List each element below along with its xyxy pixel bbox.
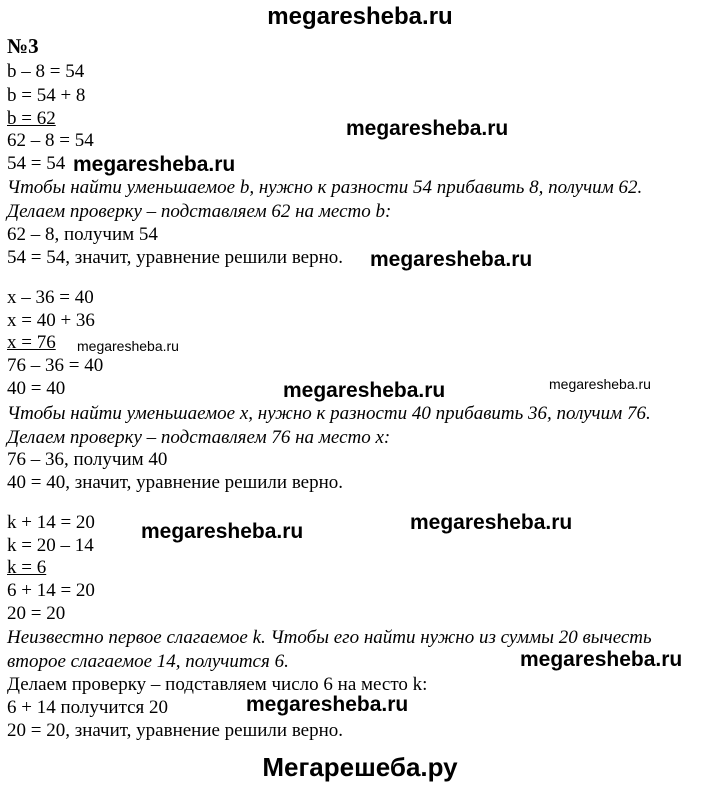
problem-title: №3 — [7, 34, 39, 58]
verification-line: 62 – 8, получим 54 — [7, 224, 158, 245]
equation-line: b = 54 + 8 — [7, 85, 86, 106]
verification-line: Делаем проверку – подставляем число 6 на место k: — [7, 674, 428, 695]
check-line: 20 = 20 — [7, 603, 66, 624]
equation-line: x – 36 = 40 — [7, 287, 94, 308]
explanation-line: Неизвестно первое слагаемое k. Чтобы его найти нужно из суммы 20 вычесть — [7, 627, 652, 648]
equation-line: k = 20 – 14 — [7, 535, 94, 556]
check-line: 6 + 14 = 20 — [7, 580, 95, 601]
site-header: megaresheba.ru — [267, 3, 453, 30]
equation-line: x = 40 + 36 — [7, 310, 95, 331]
watermark-logo: megaresheba.ru — [520, 648, 683, 671]
site-footer: Мегарешеба.ру — [262, 752, 458, 782]
check-line: 54 = 54 — [7, 153, 66, 174]
explanation-line: Делаем проверку – подставляем 62 на место b: — [7, 201, 392, 222]
check-line: 76 – 36 = 40 — [7, 355, 104, 376]
watermark-logo: megaresheba.ru — [283, 379, 446, 402]
watermark-logo: megaresheba.ru — [73, 153, 236, 176]
watermark-logo: megaresheba.ru — [370, 248, 533, 271]
explanation-line: Чтобы найти уменьшаемое b, нужно к разности 54 прибавить 8, получим 62. — [7, 177, 643, 198]
answer-line: x = 76 — [7, 332, 56, 353]
verification-line: 20 = 20, значит, уравнение решили верно. — [7, 720, 344, 741]
watermark-logo: megaresheba.ru — [246, 693, 409, 716]
verification-line: 54 = 54, значит, уравнение решили верно. — [7, 247, 344, 268]
watermark-logo: megaresheba.ru — [77, 338, 179, 354]
check-line: 40 = 40 — [7, 378, 66, 399]
watermark-logo: megaresheba.ru — [346, 117, 509, 140]
equation-line: b – 8 = 54 — [7, 61, 85, 82]
answer-line: b = 62 — [7, 108, 56, 129]
verification-line: 76 – 36, получим 40 — [7, 449, 168, 470]
explanation-line: Чтобы найти уменьшаемое x, нужно к разности 40 прибавить 36, получим 76. — [7, 403, 651, 424]
watermark-logo: megaresheba.ru — [549, 376, 651, 392]
watermark-logo: megaresheba.ru — [141, 520, 304, 543]
verification-line: 40 = 40, значит, уравнение решили верно. — [7, 472, 344, 493]
equation-line: k + 14 = 20 — [7, 512, 95, 533]
watermark-logo: megaresheba.ru — [410, 511, 573, 534]
check-line: 62 – 8 = 54 — [7, 130, 94, 151]
answer-line: k = 6 — [7, 557, 47, 578]
explanation-line: второе слагаемое 14, получится 6. — [7, 651, 289, 672]
verification-line: 6 + 14 получится 20 — [7, 697, 169, 718]
explanation-line: Делаем проверку – подставляем 76 на место x: — [7, 427, 391, 448]
